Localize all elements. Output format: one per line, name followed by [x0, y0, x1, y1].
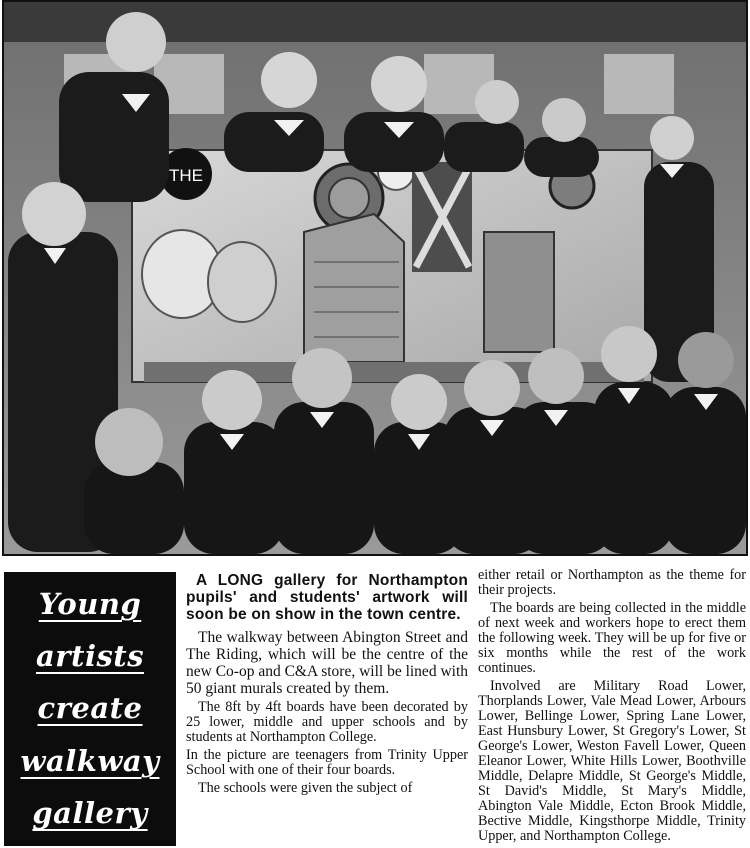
- article-lede: A LONG gallery for Northampton pupils' and students' artwork will soon be on show in the town centre.: [186, 572, 468, 623]
- article-paragraph: The walkway between Abington Street and The Riding, which will be the centre of the new Co-op and C&A store, will be lined with 50 giant murals created by them.: [186, 629, 468, 697]
- article-paragraph: The schools were given the subject of: [198, 780, 413, 796]
- headline-line: create: [37, 691, 143, 726]
- article-paragraph: The boards are being collected in the middle of next week and workers hope to erect them the following week. They will be up for five or six months while the rest of the work continues.: [478, 600, 746, 676]
- article-paragraph: Involved are Military Road Lower, Thorplands Lower, Vale Mead Lower, Arbours Lower, Bellinge Lower, Spring Lane Lower, East Hunsbury Lower, St Gregory's Lower, St George's Lower, Weston Favell Lower, Queen Eleanor Lower, White Hills Lower, Boothville Middle, Delapre Middle, St George's Middle, St David's Middle, St Mary's Middle, Abington Vale Middle, Ecton Brook Middle, Bective Middle, Kingsthorpe Middle, Trinity Upper, and Northampton College.: [478, 678, 746, 844]
- headline-box: [4, 572, 176, 846]
- article-column-2: [478, 568, 746, 847]
- article-paragraph: In the picture are teenagers from Trinity Upper School with one of their four boards.: [186, 747, 468, 778]
- article-column-1: [186, 572, 468, 799]
- headline-line: gallery: [32, 796, 148, 831]
- article-paragraph: The 8ft by 4ft boards have been decorated by 25 lower, middle and upper schools and by students at Northampton College.: [186, 699, 468, 745]
- artwork-board: [132, 148, 652, 382]
- headline-line: walkway: [20, 743, 160, 778]
- board-label: THE: [169, 166, 203, 185]
- headline-line: artists: [35, 639, 145, 674]
- headline-line: Young: [38, 586, 142, 621]
- news-photograph: [2, 0, 748, 556]
- article-paragraph: either retail or Northampton as the theme for their projects.: [478, 567, 746, 598]
